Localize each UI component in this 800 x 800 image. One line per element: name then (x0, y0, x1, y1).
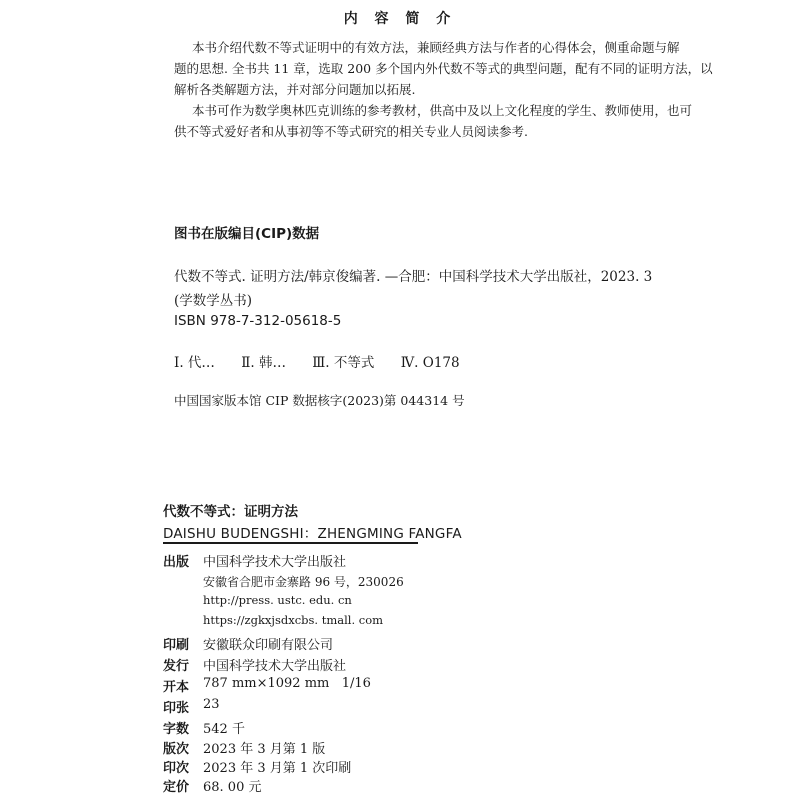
cip-class-1: Ⅰ. 代… (174, 355, 215, 371)
info-label: 印刷 (163, 638, 190, 653)
publisher-address: 安徽省合肥市金寨路 96 号，230026 (203, 575, 404, 589)
info-label: 印次 (163, 761, 190, 776)
info-label: 印张 (163, 701, 190, 716)
cip-series-line: (学数学丛书) (174, 293, 253, 309)
cip-heading: 图书在版编目(CIP)数据 (174, 226, 320, 242)
info-value: 2023 年 3 月第 1 版 (203, 742, 326, 757)
info-value: 542 千 (203, 722, 245, 737)
info-label: 出版 (163, 555, 190, 570)
info-value: 中国科学技术大学出版社 (203, 659, 347, 674)
info-value: 23 (203, 697, 220, 712)
intro-paragraph-line: 题的思想. 全书共 11 章，选取 200 多个国内外代数不等式的典型问题，配有不同的证明方法，以 (174, 61, 713, 76)
cip-record-number: 中国国家版本馆 CIP 数据核字(2023)第 044314 号 (174, 393, 465, 408)
publisher-url: http://press. ustc. edu. cn (203, 593, 352, 607)
info-label: 开本 (163, 680, 190, 695)
info-label: 字数 (163, 722, 190, 737)
publisher-name: 中国科学技术大学出版社 (203, 555, 347, 570)
info-label: 定价 (163, 780, 190, 795)
cip-isbn: ISBN 978-7-312-05618-5 (174, 313, 342, 329)
intro-paragraph-line: 本书介绍代数不等式证明中的有效方法，兼顾经典方法与作者的心得体会，侧重命题与解 (192, 40, 680, 55)
info-value: 2023 年 3 月第 1 次印刷 (203, 761, 352, 776)
cip-bibliographic-line: 代数不等式. 证明方法/韩京俊编著. —合肥：中国科学技术大学出版社，2023. 3 (174, 269, 653, 285)
intro-paragraph-line: 解析各类解题方法，并对部分问题加以拓展. (174, 82, 416, 97)
cip-class-4: Ⅳ. O178 (400, 355, 460, 371)
cip-class-3: Ⅲ. 不等式 (312, 355, 375, 371)
info-value: 68. 00 元 (203, 780, 262, 795)
publisher-shop-url: https://zgkxjsdxcbs. tmall. com (203, 613, 384, 627)
intro-paragraph-line: 本书可作为数学奥林匹克训练的参考教材，供高中及以上文化程度的学生、教师使用，也可 (192, 103, 693, 118)
info-value: 787 mm×1092 mm 1/16 (203, 676, 371, 691)
divider (163, 542, 418, 544)
intro-title: 内 容 简 介 (343, 11, 457, 27)
cip-classification (174, 351, 482, 371)
info-label: 版次 (163, 742, 190, 757)
book-pinyin-title: DAISHU BUDENGSHI：ZHENGMING FANGFA (163, 526, 462, 542)
info-value: 安徽联众印刷有限公司 (203, 638, 334, 653)
info-label: 发行 (163, 659, 190, 674)
book-title: 代数不等式：证明方法 (163, 504, 298, 520)
cip-class-2: Ⅱ. 韩… (241, 355, 286, 371)
intro-paragraph-line: 供不等式爱好者和从事初等不等式研究的相关专业人员阅读参考. (174, 124, 528, 139)
